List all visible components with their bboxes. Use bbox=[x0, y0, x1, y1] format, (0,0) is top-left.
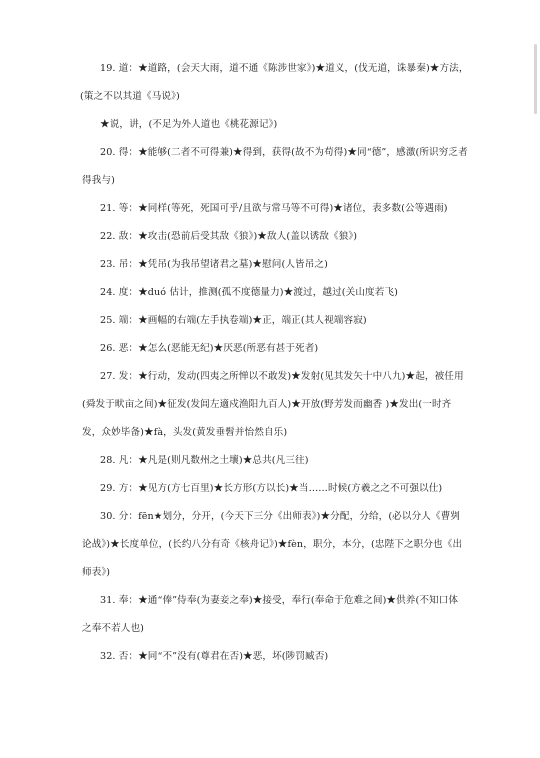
entry-27-line-2: (舜发于畎亩之间)★征发(发闾左適戍渔阳九百人)★开放(野芳发而幽香 )★发出(一时齐 bbox=[82, 399, 452, 410]
entry-19-line-1: 19. 道：★道路，(会天大雨，道不通《陈涉世家》)★道义，(伐无道，诛暴秦)★方法， bbox=[100, 63, 469, 74]
entry-22: 22. 敌：★攻击(恐前后受其敌《狼》)★敌人(盖以诱敌《狼》) bbox=[100, 231, 358, 242]
entry-19-line-3: ★说，讲，(不足为外人道也《桃花源记》) bbox=[100, 119, 278, 130]
entry-30-line-3: 师表》) bbox=[82, 567, 111, 578]
scrollbar-thumb[interactable] bbox=[534, 44, 537, 114]
entry-20-line-1: 20. 得：★能够(二者不可得兼)★得到，获得(故不为苟得)★同“德”，感激(所识穷乏者 bbox=[100, 147, 468, 158]
entry-31-line-2: 之奉不若人也) bbox=[82, 623, 145, 634]
entry-24: 24. 度：★duó 估计，推测(孤不度德量力)★渡过，越过(关山度若飞) bbox=[100, 287, 398, 298]
entry-21: 21. 等：★同样(等死，死国可乎/且欲与常马等不可得)★诸位，表多数(公等遇雨) bbox=[100, 203, 448, 214]
entry-26: 26. 恶：★怎么(恶能无纪)★厌恶(所恶有甚于死者) bbox=[100, 343, 319, 354]
entry-25: 25. 端：★画幅的右端(左手执卷端)★正，端正(其人视端容寂) bbox=[100, 315, 367, 326]
entry-27-line-3: 发，众妙毕备)★fà，头发(黄发垂髫并怡然自乐) bbox=[82, 427, 288, 438]
entry-31-line-1: 31. 奉：★通“俸”侍奉(为妻妾之奉)★接受，奉行(奉命于危难之间)★供养(不知口体 bbox=[100, 595, 459, 606]
entry-28: 28. 凡：★凡是(则凡数州之土壤)★总共(凡三往) bbox=[100, 455, 309, 466]
entry-20-line-2: 得我与) bbox=[82, 175, 115, 186]
entry-30-line-2: 论战》)★长度单位，(长约八分有奇《核舟记》)★fèn，职分，本分，(忠陛下之职分也《出 bbox=[82, 539, 463, 550]
entry-32: 32. 否：★同“不”没有(尊君在否)★恶，坏(陟罚臧否) bbox=[100, 651, 329, 662]
entry-29: 29. 方：★见方(方七百里)★长方形(方以长)★当……时候(方羲之之不可强以仕) bbox=[100, 483, 443, 494]
entry-27-line-1: 27. 发：★行动，发动(四夷之所惮以不敢发)★发射(见其发矢十中八九)★起，被任用 bbox=[100, 371, 464, 382]
entry-30-line-1: 30. 分：fēn★划分，分开，(今天下三分《出师表》)★分配，分给，(必以分人《曹刿 bbox=[100, 511, 461, 522]
entry-23: 23. 吊：★凭吊(为我吊望诸君之墓)★慰问(人皆吊之) bbox=[100, 259, 328, 270]
entry-19-line-2: (策之不以其道《马说》) bbox=[80, 91, 180, 102]
